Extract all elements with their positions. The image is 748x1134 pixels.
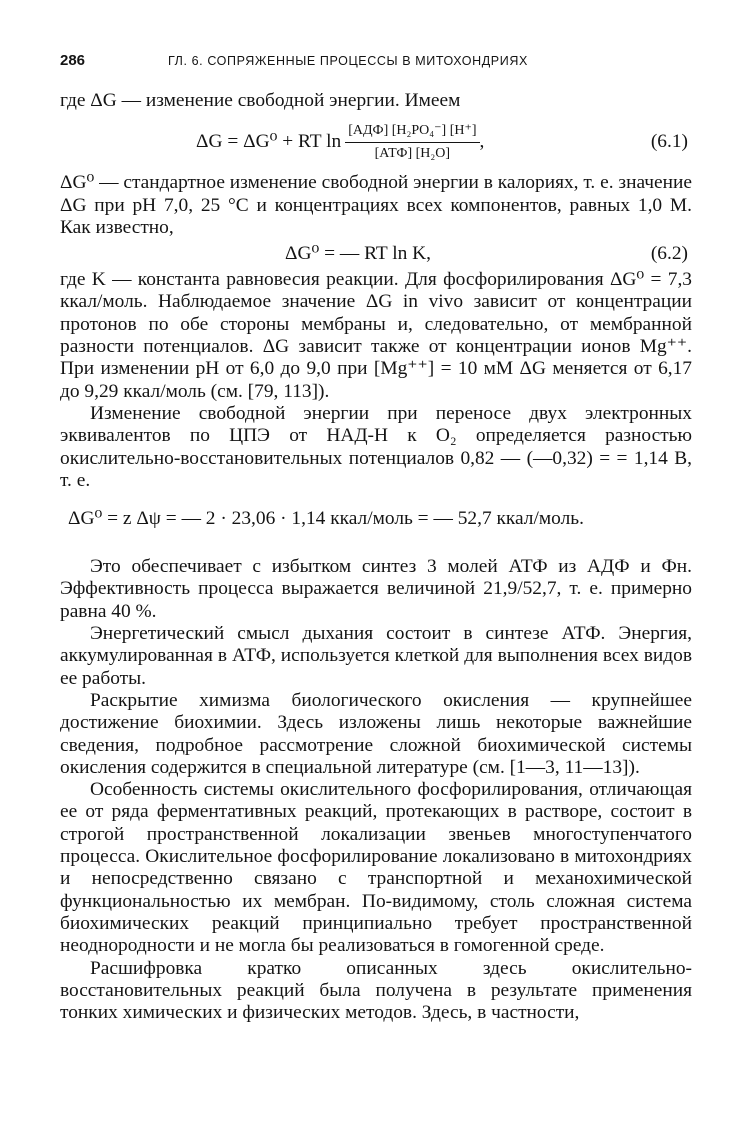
equation-6-1-lhs: ΔG = ΔG⁰ + RT ln xyxy=(196,131,342,153)
paragraph-standard-energy: ΔG⁰ — стандартное изменение свободной энергии в калориях, т. е. значение ΔG при pH 7,0, 25 °C и концентрациях всех компонентов, равных 1,0 М. Как известно, xyxy=(60,172,692,238)
equation-6-2-body: ΔG⁰ = — RT ln K, xyxy=(285,243,432,265)
paragraph-equilibrium-constant: где K — константа равновесия реакции. Для фосфорилирования ΔG⁰ = 7,3 ккал/моль. Наблюдаемое значение ΔG in vivo зависит от концентрации протонов по обе стороны мембраны и, следовательно, от мембранной разности потенциалов. ΔG зависит также от концентрации ионов Mg⁺⁺. При изменении pH от 6,0 до 9,0 при [Mg⁺⁺] = 10 мМ ΔG меняется от 6,17 до 9,29 ккал/моль (см. [79, 113]). xyxy=(60,269,692,402)
equation-6-1-number: (6.1) xyxy=(650,131,688,153)
equation-6-1-tail: , xyxy=(479,131,485,153)
paragraph-intro: где ΔG — изменение свободной энергии. Имеем xyxy=(60,90,461,111)
fraction-numerator: [АДФ] [H₂PO₄⁻] [H⁺] xyxy=(345,122,479,143)
paragraph-oxidative-phosphorylation: Особенность системы окислительного фосфорилирования, отличающая ее от ряда ферментативных реакций, протекающих в растворе, состоит в строгой пространственной локализации звеньев многоступенчатого процесса. Окислительное фосфорилирование локализовано в митохондриях и непосредственно связано с транспортной и механохимической функциональностью их мембран. По-видимому, столь сложная система биохимических реакций принципиально требует пространственной неоднородности и не могла бы реализоваться в гомогенной среде. xyxy=(60,779,692,957)
paragraph-electron-transfer: Изменение свободной энергии при переносе двух электронных эквивалентов по ЦПЭ от НАД-Н к O₂ определяется разностью окислительно-восстановительных потенциалов 0,82 — (—0,32) = = 1,14 В, т. е. xyxy=(60,402,692,491)
paragraph-atp-synthesis: Это обеспечивает с избытком синтез 3 молей АТФ из АДФ и Фн. Эффективность процесса выражается величиной 21,9/52,7, т. е. примерно равна 40 %. xyxy=(60,556,692,622)
page-number: 286 xyxy=(60,52,86,69)
running-title: ГЛ. 6. СОПРЯЖЕННЫЕ ПРОЦЕССЫ В МИТОХОНДРИЯХ xyxy=(168,54,528,68)
spacer xyxy=(60,492,692,504)
page-header xyxy=(60,52,692,78)
paragraph-respiration-meaning: Энергетический смысл дыхания состоит в синтезе АТФ. Энергия, аккумулированная в АТФ, используется клеткой для выполнения всех видов ее работы. xyxy=(60,623,692,689)
equation-6-2 xyxy=(60,239,692,269)
equation-6-2-number: (6.2) xyxy=(650,243,688,265)
book-page xyxy=(60,52,692,1024)
equation-free-energy xyxy=(60,504,692,536)
equation-6-1-fraction xyxy=(345,122,479,163)
spacer xyxy=(60,536,692,556)
equation-6-1 xyxy=(60,112,692,172)
equation-free-energy-body: ΔG⁰ = z Δψ = — 2 · 23,06 · 1,14 ккал/моль = — 52,7 ккал/моль. xyxy=(68,508,584,530)
fraction-denominator: [АТФ] [H₂O] xyxy=(374,145,451,161)
paragraph-oxidation-chemistry: Раскрытие химизма биологического окисления — крупнейшее достижение биохимии. Здесь изложены лишь некоторые важнейшие сведения, подробное рассмотрение сложной биохимической системы окисления содержится в специальной литературе (см. [1—3, 11—13]). xyxy=(60,689,692,778)
paragraph-methods: Расшифровка кратко описанных здесь окислительно-восстановительных реакций была получена в результате применения тонких химических и физических методов. Здесь, в частности, xyxy=(60,957,692,1024)
